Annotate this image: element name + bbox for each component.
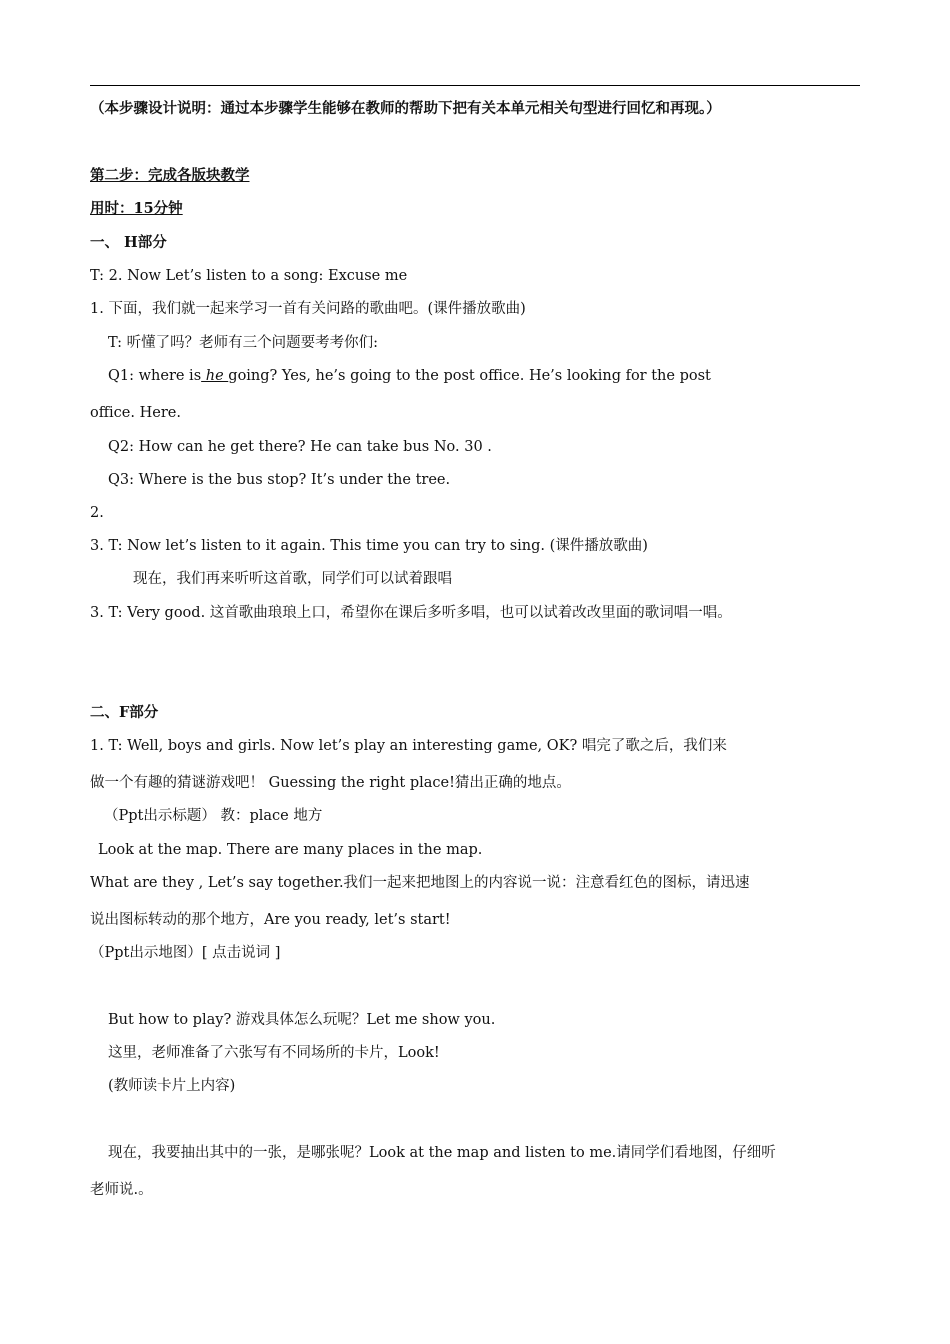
part-f-line-9b: 老师说.。 [90,1182,153,1198]
part-f-line-1b: 做一个有趣的猜谜游戏吧！ Guessing the right place!猜出正确的地点。 [90,775,571,791]
item-2-label: 2. [90,505,104,521]
step2-time: 用时：15分钟 [90,200,183,217]
part-f-line-4b: 说出图标转动的那个地方，Are you ready, let’s start! [90,912,451,928]
part-f-line-3: Look at the map. There are many places in the map. [98,842,483,858]
part-h-line-1: T: 2. Now Let’s listen to a song: Excuse me [90,268,408,284]
q2-line: Q2: How can he get there? He can take bus No. 30 . [108,439,492,455]
part-f-line-4: What are they , Let’s say together.我们一起来把地图上的内容说一说：注意看红色的图标，请迅速 [90,875,750,891]
part-h-line-3: T: 听懂了吗？老师有三个问题要考考你们: [108,335,379,351]
part-f-line-6: But how to play? 游戏具体怎么玩呢？Let me show you. [108,1012,496,1028]
step2-heading: 第二步：完成各版块教学 [90,167,250,184]
part-f-heading: 二、F部分 [90,704,159,721]
q1-line [108,366,860,386]
part-f-line-1: 1. T: Well, boys and girls. Now let’s play an interesting game, OK? 唱完了歌之后，我们来 [90,738,727,754]
part-f-line-5: （Ppt出示地图）[ 点击说词 ] [90,945,281,961]
design-note: （本步骤设计说明：通过本步骤学生能够在教师的帮助下把有关本单元相关句型进行回忆和再现。） [90,100,721,117]
part-h-line-3b: 现在，我们再来听听这首歌，同学们可以试着跟唱 [133,571,452,587]
q3-line: Q3: Where is the bus stop? It’s under the tree. [108,472,451,488]
part-f-line-9: 现在，我要抽出其中的一张，是哪张呢？Look at the map and listen to me.请同学们看地图，仔细听 [108,1145,776,1161]
part-h-line-3a: 3. T: Now let’s listen to it again. This time you can try to sing. (课件播放歌曲) [90,538,648,554]
part-h-line-2: 1. 下面，我们就一起来学习一首有关问路的歌曲吧。(课件播放歌曲) [90,301,526,317]
part-f-line-8: (教师读卡片上内容) [108,1078,236,1094]
q1-blank: he [201,368,229,384]
part-h-heading: 一、 H部分 [90,234,167,251]
part-f-line-2: （Ppt出示标题） 教：place 地方 [104,808,323,824]
q1-suffix: going? Yes, he’s going to the post office. He’s looking for the post [228,368,711,384]
q1-prefix: Q1: where is [108,368,202,384]
part-f-line-7: 这里，老师准备了六张写有不同场所的卡片，Look! [108,1045,440,1061]
q1-continuation: office. Here. [90,405,181,421]
part-h-line-3c: 3. T: Very good. 这首歌曲琅琅上口，希望你在课后多听多唱，也可以试着改改里面的歌词唱一唱。 [90,605,732,621]
header-rule [90,85,860,86]
